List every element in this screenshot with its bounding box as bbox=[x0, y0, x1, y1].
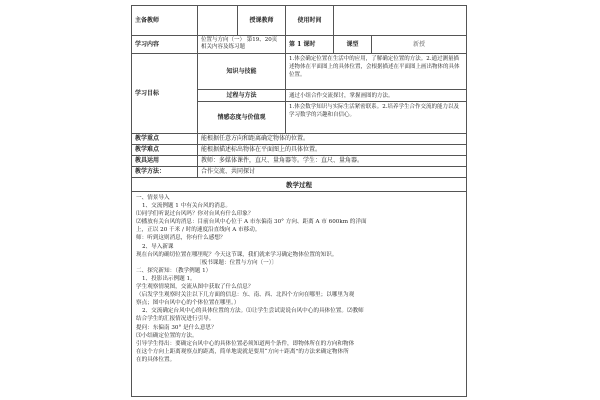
process-line: ⑶小结确定位置的方法。 bbox=[136, 332, 198, 339]
process-line: 在的具体位置。 bbox=[136, 356, 176, 363]
method-label: 教学方法： bbox=[132, 167, 198, 177]
process-text: 通过小组合作交流探讨，掌握画图的方法。 bbox=[289, 92, 394, 99]
goals-label: 学习目标 bbox=[132, 54, 198, 133]
process-title: 教学过程 bbox=[286, 180, 312, 189]
process-line: 1、投影出示例题 1。 bbox=[142, 275, 196, 282]
process-title-row bbox=[132, 178, 466, 192]
process-line: 2、导入新课 bbox=[142, 243, 174, 250]
goals-row bbox=[132, 54, 466, 134]
time-value bbox=[334, 6, 466, 35]
preparer-value bbox=[198, 6, 238, 35]
process-line: 一、情景导入 bbox=[136, 195, 170, 201]
content-label: 学习内容 bbox=[132, 36, 198, 53]
goals-detail bbox=[198, 54, 466, 133]
method-text: 合作交流、共同探讨 bbox=[201, 168, 256, 175]
lesson-plan-sheet bbox=[131, 5, 467, 397]
knowledge-row bbox=[198, 54, 466, 90]
process-line: 察点；图中台风中心的个体位置在哪里。） bbox=[136, 300, 240, 307]
process-line: 师：听到这则消息，你有什么感想？ bbox=[136, 235, 226, 242]
emotion-row bbox=[198, 102, 466, 133]
header-row bbox=[132, 6, 466, 36]
emotion-text: 1.体会数学知识与实际生活紧密联系。2.培养学生合作交流的能力以及学习数学的兴趣和自信心。 bbox=[289, 104, 459, 118]
process-line: （启发学生观察时关注以下几方面的信息：东、南、西、北四个方向在哪里；以哪里为观 bbox=[136, 292, 355, 299]
method-row bbox=[132, 167, 466, 178]
knowledge-text: 1.体会确定位置在生活中的应用，了解确定位置的方法。2.通过测量描述物体在平面图上的具体位置，会根据描述在平面图上画出物体的具体位置。 bbox=[289, 56, 460, 78]
key-point-row bbox=[132, 134, 466, 145]
type-label: 课型 bbox=[334, 36, 372, 53]
process-line: 在这个方向上距离观察点的距离，简单地说就是要用“方向＋距离”的方法来确定物体所 bbox=[136, 348, 349, 355]
tools-text: 教师：多媒体课件，直尺、量角器等。学生：直尺、量角器。 bbox=[201, 157, 364, 164]
process-line: 提问：东偏南 30° 是什么意思？ bbox=[136, 324, 217, 331]
tools-row bbox=[132, 156, 466, 167]
process-line: ⑴同学们听说过台风吗？你对台风有什么印象？ bbox=[136, 211, 254, 218]
process-line: 引导学生得出：要确定台风中心的具体位置必须知道两个条件，即物体所在的方向和物体 bbox=[136, 340, 355, 347]
difficulty-row bbox=[132, 145, 466, 156]
teacher-label: 授课教师 bbox=[238, 6, 286, 35]
content-value: 位置与方向（一） 第19、20页相关内容及练习题 bbox=[198, 36, 286, 53]
process-line: 上，正以 20 千米 / 时的速度沿直线向 A 市移动。 bbox=[136, 227, 261, 234]
process-line: ⑵播放有关台风的消息：目前台风中心位于 A 市东偏南 30° 方向、距离 A 市 600km 的洋面 bbox=[136, 219, 367, 226]
key-point-text: 能根据任意方向和距离确定物体的位置。 bbox=[201, 135, 310, 142]
process-line: 二、探究新知：（教学例题 1） bbox=[136, 267, 212, 274]
key-point-label: 教学重点 bbox=[132, 134, 198, 144]
tools-label: 教具运用 bbox=[132, 156, 198, 166]
preparer-label: 主备教师 bbox=[132, 6, 198, 35]
process-line: 2、交流确定台风中心的具体位置的方法。⑴让学生尝试说说台风中心的具体位置。⑵教师 bbox=[142, 308, 364, 315]
process-line: 1、交流例题 1 中有关台风的消息。 bbox=[142, 203, 231, 210]
difficulty-text: 能根据描述标出物体在平面图上的具体位置。 bbox=[201, 146, 322, 153]
process-line: 结合学生的汇报情况进行引导。 bbox=[136, 316, 215, 323]
time-label: 使用时间 bbox=[286, 6, 334, 35]
process-line: 现在台风的确切位置在哪里呢？今天这节课，我们就来学习确定物体位置的知识。 bbox=[136, 251, 338, 258]
type-value: 新授 bbox=[412, 40, 425, 48]
process-line: 学生观察情境图，交流从图中获取了什么信息？ bbox=[136, 284, 254, 291]
process-label: 过程与方法 bbox=[198, 90, 286, 101]
emotion-label: 情感态度与价值观 bbox=[198, 102, 286, 133]
process-row bbox=[198, 90, 466, 102]
difficulty-label: 教学难点 bbox=[132, 145, 198, 155]
process-line: 〔板书课题：位置与方向（一）〕 bbox=[196, 259, 278, 266]
knowledge-label: 知识与技能 bbox=[198, 54, 286, 89]
content-row bbox=[132, 36, 466, 54]
process-body bbox=[132, 192, 466, 366]
lesson-label: 第 1 课时 bbox=[286, 36, 334, 53]
